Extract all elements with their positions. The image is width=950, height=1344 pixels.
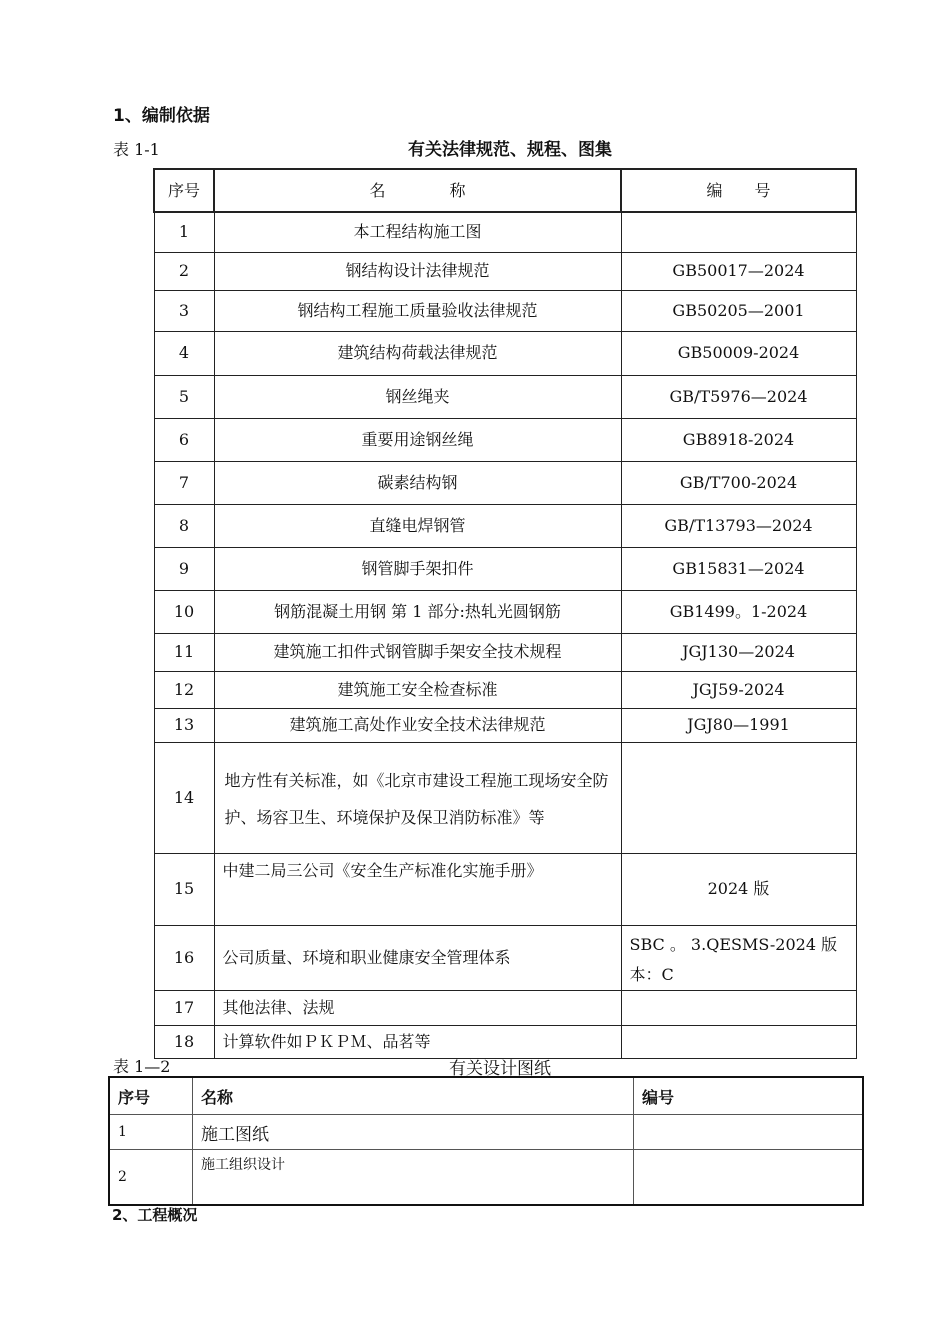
row-no: 16 [154,925,214,990]
row-name: 建筑施工扣件式钢管脚手架安全技术规程 [214,633,621,671]
row-name: 计算软件如ＰＫＰＭ、品茗等 [214,1025,621,1058]
table-row [154,925,856,990]
row-name: 建筑结构荷载法律规范 [214,331,621,375]
table1-label: 表 1-1 [113,140,160,159]
row-name: 钢丝绳夹 [214,375,621,418]
table2-title: 有关设计图纸 [449,1059,551,1079]
row-code [634,1150,864,1206]
row-no: 13 [154,708,214,742]
row-no: 1 [154,212,214,252]
row-code: GB15831—2024 [621,547,856,590]
table-row [154,633,856,671]
row-code: SBC 。 3.QESMS-2024 版本：C [621,925,856,990]
row-no: 3 [154,290,214,331]
row-name: 其他法律、法规 [214,990,621,1025]
row-no: 1 [109,1115,193,1150]
row-code [634,1115,864,1150]
table-row [154,461,856,504]
regulations-table [153,168,857,1059]
row-name: 地方性有关标准，如《北京市建设工程施工现场安全防护、场容卫生、环境保护及保卫消防标准》等 [214,742,621,853]
row-name: 施工图纸 [193,1115,634,1150]
table-row [154,742,856,853]
row-name: 中建二局三公司《安全生产标准化实施手册》 [214,853,621,925]
row-name: 直缝电焊钢管 [214,504,621,547]
header-no: 序号 [109,1077,193,1115]
header-name: 名称 [193,1077,634,1115]
row-code [621,742,856,853]
header-code: 编号 [634,1077,864,1115]
row-no: 18 [154,1025,214,1058]
table-row [154,547,856,590]
drawings-table [108,1076,864,1206]
row-code: GB/T5976—2024 [621,375,856,418]
section-heading-overview: 2、工程概况 [112,1206,198,1224]
row-no: 4 [154,331,214,375]
row-code [621,212,856,252]
table-row [154,290,856,331]
row-code: JGJ130—2024 [621,633,856,671]
table-row [154,331,856,375]
row-code: GB1499。1-2024 [621,590,856,633]
table-row [109,1150,863,1206]
table-header-row [154,169,856,212]
table-row [154,671,856,708]
row-name: 重要用途钢丝绳 [214,418,621,461]
row-name: 公司质量、环境和职业健康安全管理体系 [214,925,621,990]
row-code: JGJ59-2024 [621,671,856,708]
row-name: 施工组织设计 [193,1150,634,1206]
table-header-row [109,1077,863,1115]
row-name: 碳素结构钢 [214,461,621,504]
table-row [109,1115,863,1150]
row-no: 10 [154,590,214,633]
row-no: 2 [109,1150,193,1206]
table-row [154,252,856,290]
row-code: GB8918-2024 [621,418,856,461]
row-code: GB/T13793—2024 [621,504,856,547]
row-no: 2 [154,252,214,290]
row-code [621,1025,856,1058]
row-no: 11 [154,633,214,671]
table-row [154,504,856,547]
row-code: 2024 版 [621,853,856,925]
row-code [621,990,856,1025]
table-row [154,375,856,418]
table1-title: 有关法律规范、规程、图集 [408,140,612,160]
row-code: GB/T700-2024 [621,461,856,504]
header-name: 名 称 [214,169,621,212]
row-no: 12 [154,671,214,708]
row-name: 钢结构设计法律规范 [214,252,621,290]
row-code: JGJ80—1991 [621,708,856,742]
table-row [154,853,856,925]
header-no: 序号 [154,169,214,212]
row-no: 5 [154,375,214,418]
table2-label: 表 1—2 [113,1057,171,1076]
table-row [154,418,856,461]
header-code: 编 号 [621,169,856,212]
row-name: 钢结构工程施工质量验收法律规范 [214,290,621,331]
row-no: 14 [154,742,214,853]
row-code: GB50205—2001 [621,290,856,331]
table-row [154,212,856,252]
row-name: 钢筋混凝土用钢 第 1 部分:热轧光圆钢筋 [214,590,621,633]
row-no: 7 [154,461,214,504]
row-no: 8 [154,504,214,547]
row-name: 钢管脚手架扣件 [214,547,621,590]
row-name: 本工程结构施工图 [214,212,621,252]
row-no: 17 [154,990,214,1025]
table-row [154,708,856,742]
row-name: 建筑施工安全检查标准 [214,671,621,708]
row-code: GB50017—2024 [621,252,856,290]
row-name: 建筑施工高处作业安全技术法律规范 [214,708,621,742]
row-code: GB50009-2024 [621,331,856,375]
table-row [154,990,856,1025]
row-no: 15 [154,853,214,925]
table-row [154,590,856,633]
section-heading-basis: 1、编制依据 [113,106,210,126]
row-no: 9 [154,547,214,590]
row-no: 6 [154,418,214,461]
